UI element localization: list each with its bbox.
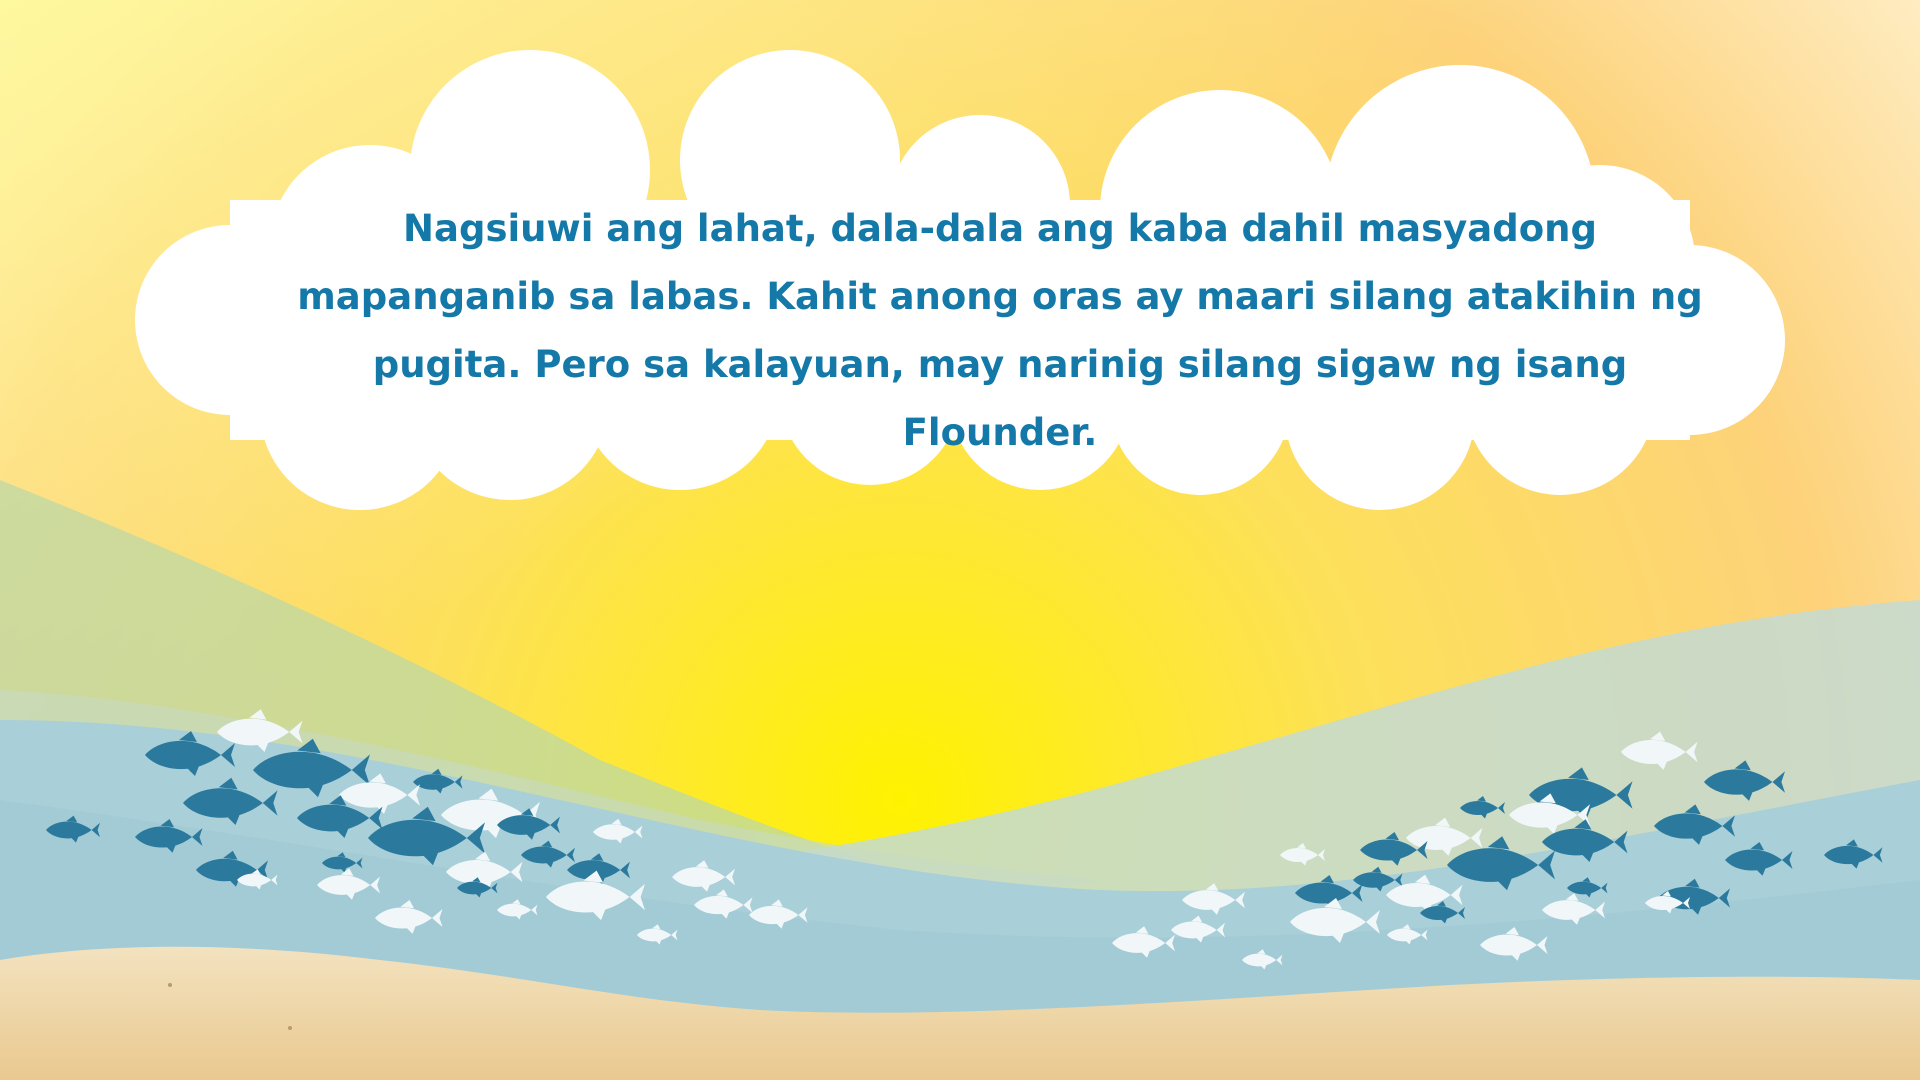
story-narration: Nagsiuwi ang lahat, dala-dala ang kaba dahil masyadong mapanganib sa labas. Kahit anong oras ay maari silang atakihin ng pugita. Pero sa kalayuan, may narinig silang sigaw ng isang Flounder. [297,207,1703,454]
